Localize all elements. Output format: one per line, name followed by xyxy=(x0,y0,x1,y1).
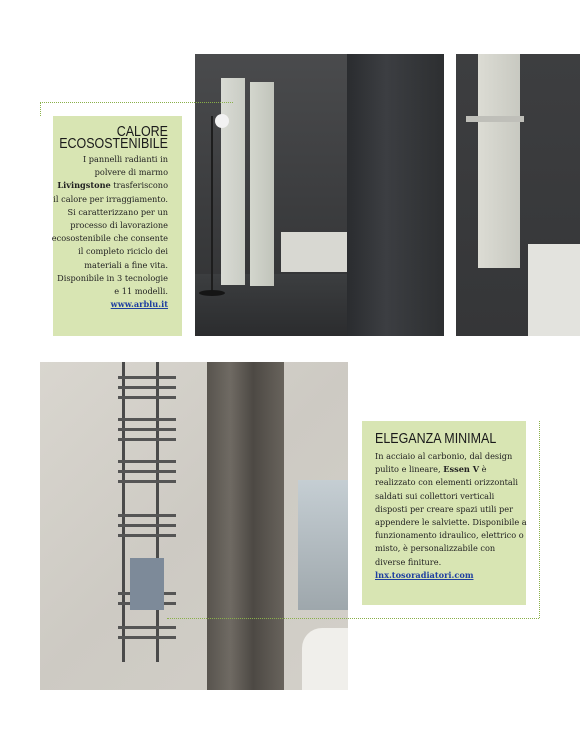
product-name: Livingstone xyxy=(57,180,111,191)
leader-line xyxy=(167,618,539,619)
article-eleganza-box xyxy=(362,421,526,605)
towel-rail-photo xyxy=(40,362,348,690)
article-heading: ELEGANZA MINIMAL xyxy=(375,431,497,447)
bathroom-photo xyxy=(195,54,444,336)
towel-rail-radiator xyxy=(118,362,178,662)
body-text: è realizzato con elementi orizzontali saldati sui collettori verticali disposti per creare spazi utili per appendere le salviette. Disponibile a funzionamento idraulico, elettrico o misto, è personalizzabile con diverse finiture. xyxy=(375,464,527,567)
article-body xyxy=(50,153,168,311)
body-text: trasferiscono il calore per irraggiamento. Si caratterizzano per un processo di lavorazione ecosostenibile che consente il completo riciclo dei materiali a fine vita. Disponibile in 3 tecnologie e 11 modelli. xyxy=(51,180,168,297)
product-name: Essen V xyxy=(443,464,480,475)
article-heading xyxy=(48,126,168,150)
heading-line: ECOSOSTENIBILE xyxy=(59,136,168,152)
leader-line xyxy=(539,421,540,618)
article-body xyxy=(375,450,527,582)
body-text: In acciaio al carbonio, dal design pulito e lineare, xyxy=(375,451,513,475)
leader-line xyxy=(40,102,41,116)
stone-radiator-panel xyxy=(478,54,520,268)
stone-radiator-panel xyxy=(250,82,274,286)
body-text: I pannelli radianti in polvere di marmo xyxy=(82,154,168,178)
heading-line: CALORE xyxy=(116,124,168,140)
radiator-panel-photo xyxy=(456,54,580,336)
website-link[interactable]: lnx.tosoradiatori.com xyxy=(375,569,474,580)
towel xyxy=(130,558,164,610)
website-link[interactable]: www.arblu.it xyxy=(110,299,168,310)
leader-line xyxy=(40,102,233,103)
article-calore-box xyxy=(53,116,182,336)
stone-radiator-panel xyxy=(221,78,245,285)
